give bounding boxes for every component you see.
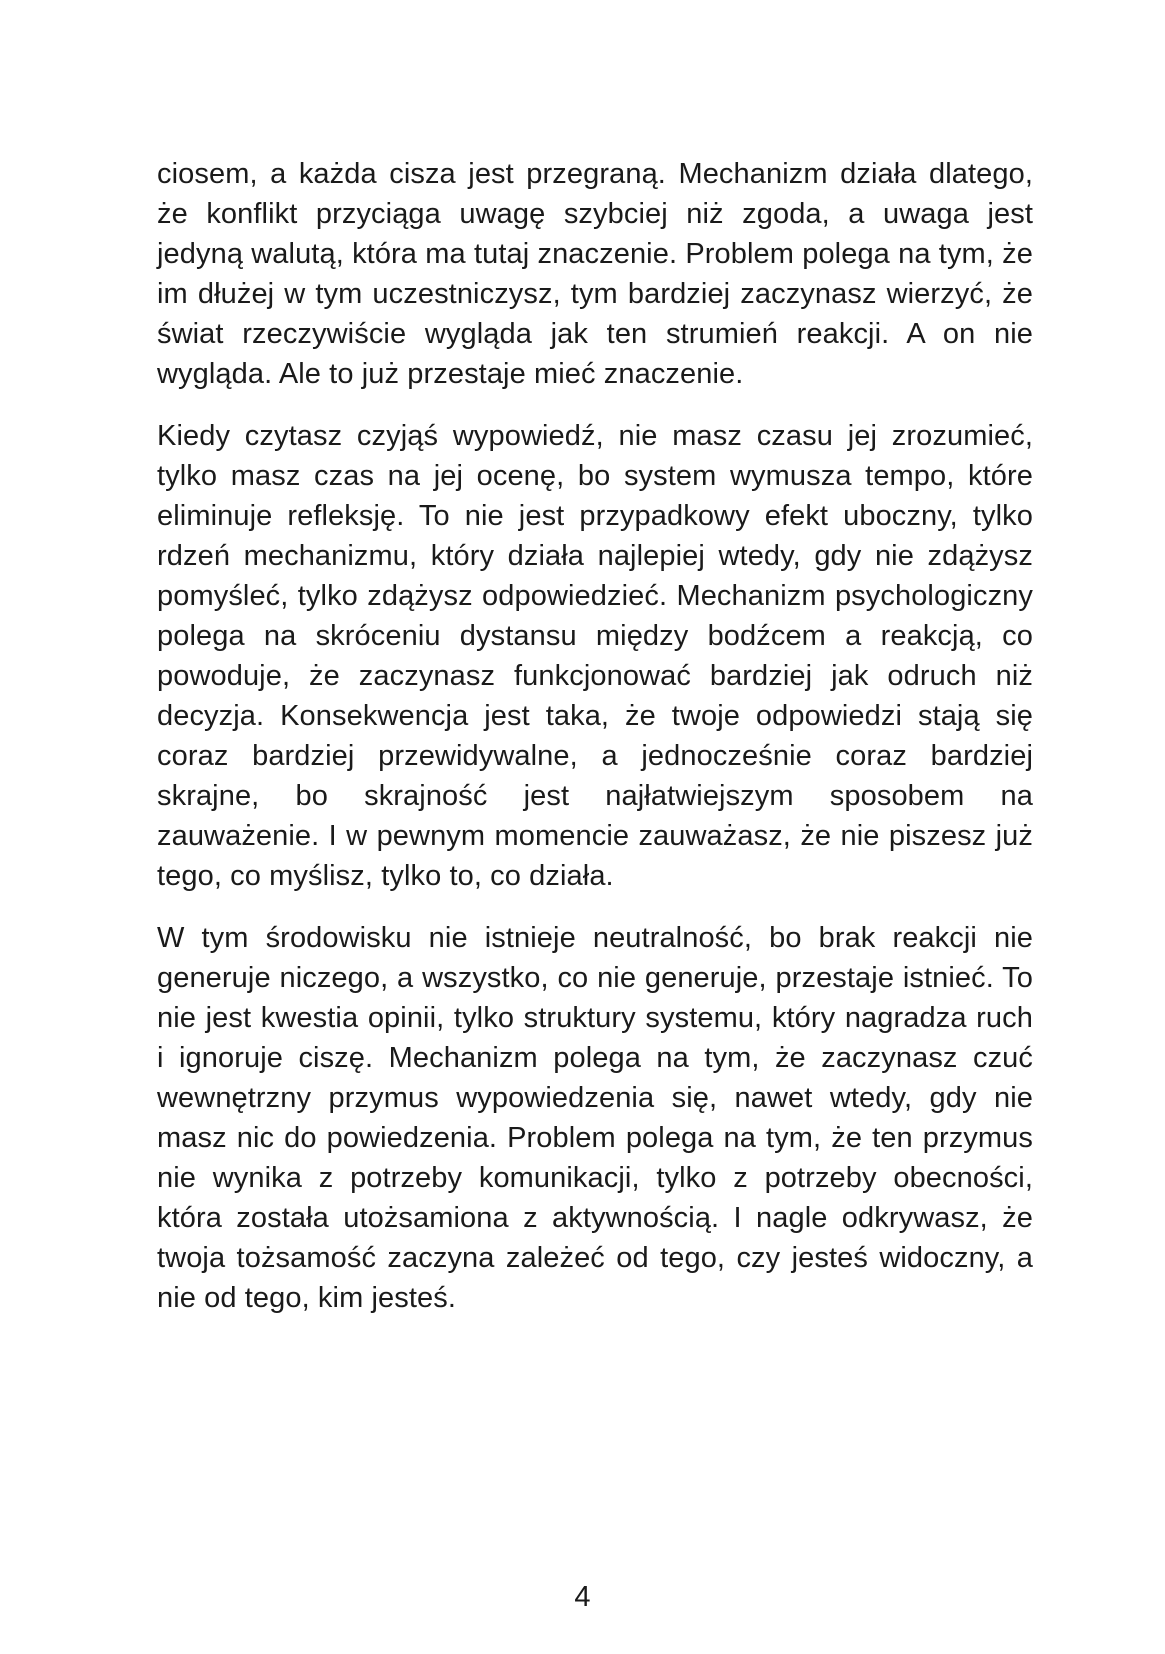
body-text [157, 154, 1033, 1340]
paragraph-3: W tym środowisku nie istnieje neutralność, bo brak reakcji nie generuje niczego, a wszystko, co nie generuje, przestaje istnieć. To nie jest kwestia opinii, tylko struktury systemu, który nagradza ruch i ignoruje ciszę. Mechanizm polega na tym, że zaczynasz czuć wewnętrzny przymus wypowiedzenia się, nawet wtedy, gdy nie masz nic do powiedzenia. Problem polega na tym, że ten przymus nie wynika z potrzeby komunikacji, tylko z potrzeby obecności, która została utożsamiona z aktywnością. I nagle odkrywasz, że twoja tożsamość zaczyna zależeć od tego, czy jesteś widoczny, a nie od tego, kim jesteś. [157, 922, 1033, 1314]
page-number: 4 [574, 1581, 591, 1613]
paragraph-1: ciosem, a każda cisza jest przegraną. Mechanizm działa dlatego, że konflikt przyciąga uwagę szybciej niż zgoda, a uwaga jest jedyną walutą, która ma tutaj znaczenie. Problem polega na tym, że im dłużej w tym uczestniczysz, tym bardziej zaczynasz wierzyć, że świat rzeczywiście wygląda jak ten strumień reakcji. A on nie wygląda. Ale to już przestaje mieć znaczenie. [157, 158, 1033, 390]
paragraph-2: Kiedy czytasz czyjąś wypowiedź, nie masz czasu jej zrozumieć, tylko masz czas na jej ocenę, bo system wymusza tempo, które eliminuje refleksję. To nie jest przypadkowy efekt uboczny, tylko rdzeń mechanizmu, który działa najlepiej wtedy, gdy nie zdążysz pomyśleć, tylko zdążysz odpowiedzieć. Mechanizm psychologiczny polega na skróceniu dystansu między bodźcem a reakcją, co powoduje, że zaczynasz funkcjonować bardziej jak odruch niż decyzja. Konsekwencja jest taka, że twoje odpowiedzi stają się coraz bardziej przewidywalne, a jednocześnie coraz bardziej skrajne, bo skrajność jest najłatwiejszym sposobem na zauważenie. I w pewnym momencie zauważasz, że nie piszesz już tego, co myślisz, tylko to, co działa. [157, 420, 1033, 892]
